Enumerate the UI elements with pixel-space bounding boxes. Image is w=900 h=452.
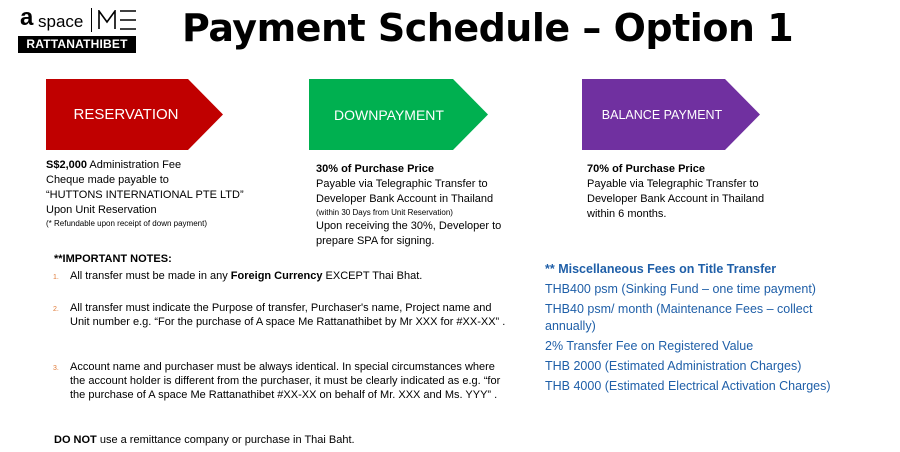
note-text: Account name and purchaser must be always identical. In special circumstances where the account holder is different from the purchaser, it must be clearly indicated as e.g. “for the purchase of A space Me Rattanathibet #XX-XX on behalf of Mr. XXX and Ms. YYY” . <box>70 361 501 401</box>
brand-logo <box>18 4 138 54</box>
logo-project-name: RATTANATHIBET <box>18 36 136 53</box>
fee-item: 2% Transfer Fee on Registered Value <box>545 339 754 353</box>
note-item <box>53 360 513 420</box>
fees-heading: ** Miscellaneous Fees on Title Transfer <box>545 262 777 276</box>
detail-line: Developer Bank Account in Thailand <box>587 193 765 205</box>
logo-a: a <box>20 4 34 31</box>
page-title: Payment Schedule – Option 1 <box>182 6 794 50</box>
detail-line: Upon receiving the 30%, Developer to <box>316 220 502 232</box>
detail-line: prepare SPA for signing. <box>316 235 435 247</box>
step-label: BALANCE PAYMENT <box>601 107 723 122</box>
note-emphasis: Foreign Currency <box>230 270 323 282</box>
reservation-fee-label: Administration Fee <box>86 159 182 171</box>
step-label: DOWNPAYMENT <box>334 106 444 123</box>
fee-item: THB 4000 (Estimated Electrical Activation Charges) <box>545 379 831 393</box>
detail-line: within 6 months. <box>587 208 667 220</box>
balance-details <box>587 162 817 222</box>
note-item <box>53 269 513 285</box>
note-number: 2. <box>53 306 59 313</box>
note-text: EXCEPT Thai Bhat. <box>322 270 423 282</box>
detail-line: Payable via Telegraphic Transfer to <box>587 178 759 190</box>
detail-line: Cheque made payable to <box>46 174 169 186</box>
fee-item: THB40 psm/ month (Maintenance Fees – collect annually) <box>545 302 813 333</box>
fee-item: THB400 psm (Sinking Fund – one time payment) <box>545 282 816 296</box>
logo-space: space <box>38 12 84 31</box>
reservation-details <box>46 158 296 230</box>
note-text: All transfer must be made in any <box>70 270 231 282</box>
reservation-amount: S$2,000 <box>46 159 87 171</box>
fee-item: THB 2000 (Estimated Administration Charges) <box>545 359 802 373</box>
downpayment-details <box>316 162 546 249</box>
detail-line: “HUTTONS INTERNATIONAL PTE LTD” <box>46 189 244 201</box>
detail-heading: 30% of Purchase Price <box>316 163 435 175</box>
note-item <box>53 301 513 346</box>
footer-emphasis: DO NOT <box>54 434 97 446</box>
logo-divider <box>91 8 92 32</box>
step-reservation-arrow <box>46 79 223 150</box>
note-text: All transfer must indicate the Purpose of transfer, Purchaser's name, Project name and Unit number e.g. “For the purchase of A space Me Rattanathibet by Mr XXX for #XX-XX” . <box>70 302 506 328</box>
detail-line: Upon Unit Reservation <box>46 204 157 216</box>
footer-text: use a remittance company or purchase in Thai Baht. <box>96 434 355 446</box>
logo-me-mark <box>98 10 138 30</box>
detail-footnote: (within 30 Days from Unit Reservation) <box>316 208 453 217</box>
step-downpayment-arrow <box>309 79 488 150</box>
note-number: 1. <box>53 274 59 281</box>
detail-heading: 70% of Purchase Price <box>587 163 706 175</box>
detail-line: Payable via Telegraphic Transfer to <box>316 178 488 190</box>
notes-footer <box>54 433 514 448</box>
step-balance-arrow <box>582 79 760 150</box>
note-number: 3. <box>53 365 59 372</box>
detail-line: Developer Bank Account in Thailand <box>316 193 494 205</box>
notes-heading: **IMPORTANT NOTES: <box>54 253 172 265</box>
misc-fees <box>545 261 835 395</box>
step-label: RESERVATION <box>73 106 179 123</box>
detail-footnote: (* Refundable upon receipt of down payment) <box>46 219 207 228</box>
